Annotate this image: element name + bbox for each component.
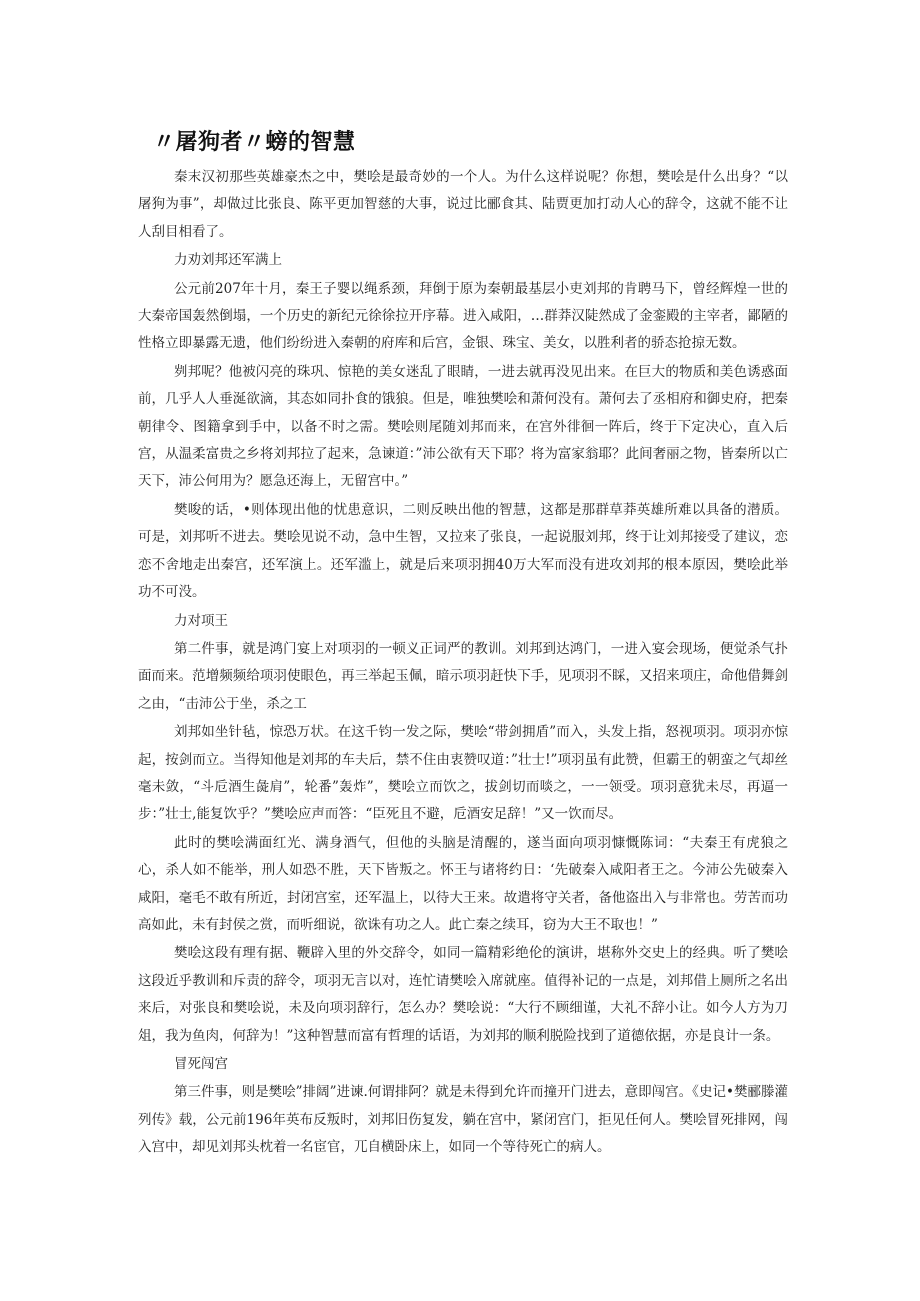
paragraph: 刘邦如坐针毡，惊恐万状。在这千钧一发之际，樊哙“带剑拥盾”而入，头发上指，怒视项羽。项羽亦惊起，按剑而立。当得知他是刘邦的车夫后，禁不住由衷赞叹道：”壮士!”项羽虽有此赞，但霸王的朝蛮之气却丝毫未敛，“斗卮酒生彘肩”，轮番”轰炸”，樊哙立而饮之，拔剑切而啖之，一一领受。项羽意犹未尽，再逼一步：”壮士,能复饮乎？”樊哙应声而答：“臣死且不避，卮酒安足辞！”又一饮而尽。 [138,724,788,823]
paragraph: 秦末汉初那些英雄豪杰之中，樊哙是最奇妙的一个人。为什么这样说呢？你想，樊哙是什么出身？“以屠狗为事”，却做过比张良、陈平更加智慈的大事，说过比郦食其、陆贾更加打动人心的辞令，这就不能不让人刮目相看了。 [138,169,788,240]
section-heading: 冒死闯宫 [174,1056,228,1072]
paragraph: 樊哙这段有理有据、鞭辟入里的外交辞令，如同一篇精彩绝伦的演讲，堪称外交史上的经典。听了樊哙这段近乎教训和斥责的辞令，项羽无言以对，连忙请樊哙入席就座。值得补记的一点是，刘邦借上厕所之名出来后，对张良和樊哙说，未及向项羽辞行，怎么办？樊哙说：“大行不顾细谨，大礼不辞小让。如今人方为刀俎，我为鱼肉，何辞为！”这种智慧而富有哲理的话语，为刘邦的顺利脱险找到了道德依据，亦是良计一条。 [138,945,788,1044]
paragraph: 刿邦呢？他被闪亮的珠巩、惊艳的美女迷乱了眼睛，一进去就再没见出来。在巨大的物质和美色诱惑面前，几乎人人垂涎欲滴，其态如同扑食的饿狼。但是，唯独樊哙和萧何没有。萧何去了丞相府和御史府，把秦朝律令、图籍拿到手中，以备不时之需。樊哙则尾随刘邦而来，在宫外徘徊一阵后，终于下定决心，直入后宫，从温柔富贵之乡将刘邦拉了起来，急谏道：”沛公欲有天下耶？将为富家翁耶？此间奢丽之物，皆秦所以亡天下，沛公何用为？愿急还海上，无留宫中。” [138,363,788,490]
article-body [138,164,788,1163]
paragraph: 第二件事，就是鸿门宴上对项羽的一顿义正词严的教训。刘邦到达鸿门，一进入宴会现场，便觉杀气扑面而来。范增频频给项羽使眼色，再三举起玉佩，暗示项羽赶快下手，见项羽不睬，又招来项庄，命他借舞剑之由，“击沛公于坐，杀之工 [138,640,788,712]
paragraph: 公元前207年十月，秦王子婴以绳系颈，拜倒于原为秦朝最基层小吏刘邦的肯聘马下，曾经辉煌一世的大秦帝国轰然倒塌，一个历史的新纪元徐徐拉开序幕。进入咸阳，…群莽汉陡然成了金銮殿的主宰者，鄙陋的性格立即暴露无遗，他们纷纷进入秦朝的府库和后宫，金银、珠宝、美女，以胜利者的骄态抢掠无数。 [138,280,788,352]
paragraph: 第三件事，则是樊哙”排阔”进谏.何谓排阿？就是未得到允许而撞开门进去，意即闯宫。《史记•樊郦滕灌列传》载，公元前196年英布反叛时，刘邦旧伤复发，躺在宫中，紧闭宫门，拒见任何人。樊哙冒死排网，闯入宫中，却见刘邦头枕着一名宦官，兀自横卧床上，如同一个等待死亡的病人。 [138,1084,788,1156]
paragraph: 樊唆的话，•则体现出他的忧患意识，二则反映出他的智慧，这都是那群草莽英雄所难以具备的潜质。可是，刘邦听不进去。樊哙见说不动，急中生智，又拉来了张良，一起说服刘邦，终于让刘邦接受了建议，恋恋不舍地走出秦宫，还军演上。还军滥上，就是后来项羽拥40万大军而没有进攻刘邦的根本原因，樊哙此举功不可没。 [138,501,788,601]
section-heading: 力对项王 [174,612,228,629]
article-title: 〃屠狗者〃螃的智慧 [153,130,356,155]
paragraph: 此时的樊哙满面红光、满身酒气，但他的头脑是清醒的，遂当面向项羽慷慨陈词：“夫秦王有虎狼之心，杀人如不能举，刑人如恐不胜，天下皆叛之。怀王与诸将约日：‘先破秦入咸阳者王之。今沛公先破秦入咸阳，毫毛不敢有所近，封闭宫室，还军温上，以待大王来。故遣将守关者，备他盗出入与非常也。劳苦而功高如此，未有封侯之赏，而听细说，欲诛有功之人。此亡秦之续耳，窃为大王不取也！” [138,834,788,933]
section-heading: 力劝刘邦还军满上 [174,252,282,269]
